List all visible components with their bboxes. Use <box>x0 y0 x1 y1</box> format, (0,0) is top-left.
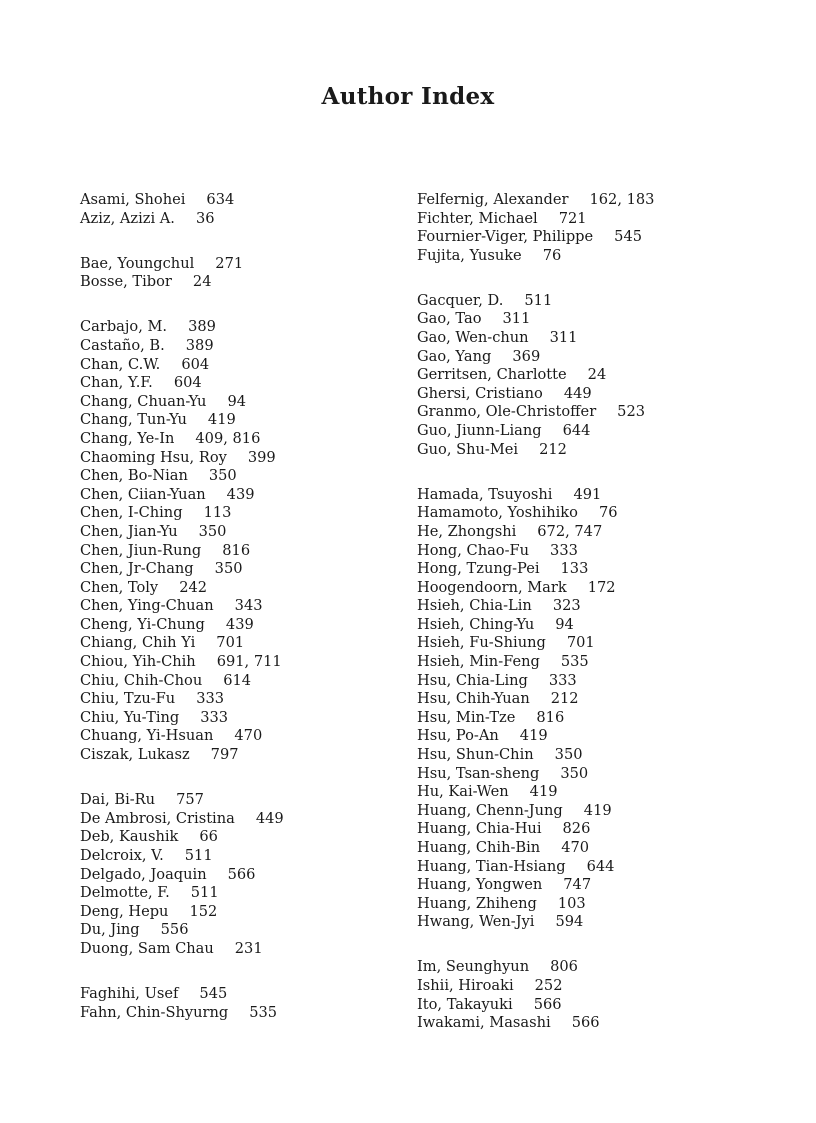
author-name: Im, Seunghyun <box>417 958 530 976</box>
page-numbers: 511 <box>184 846 213 864</box>
page-numbers: 350 <box>560 764 589 782</box>
author-name: Chuang, Yi-Hsuan <box>80 727 214 745</box>
author-name: Iwakami, Masashi <box>417 1014 551 1032</box>
author-name: Dai, Bi-Ru <box>80 791 156 809</box>
author-name: Chiou, Yih-Chih <box>80 653 196 671</box>
author-name: Huang, Zhiheng <box>417 894 537 912</box>
page-numbers: 545 <box>614 228 643 246</box>
index-entry <box>417 958 777 977</box>
page-numbers: 212 <box>550 690 579 708</box>
page-numbers: 826 <box>562 820 591 838</box>
page-numbers: 24 <box>192 273 212 291</box>
page-numbers: 511 <box>524 291 553 309</box>
page-numbers: 350 <box>208 467 237 485</box>
index-entry <box>417 247 777 266</box>
author-name: Chen, Jiun-Rung <box>80 541 202 559</box>
index-entry <box>80 393 400 412</box>
index-entry <box>417 709 777 728</box>
page-numbers: 470 <box>561 839 590 856</box>
index-entry <box>80 374 400 393</box>
page-numbers: 311 <box>502 310 531 328</box>
page-numbers: 350 <box>554 746 583 764</box>
author-name: Carbajo, M. <box>80 318 168 336</box>
index-entry <box>80 318 400 337</box>
author-name: Hsu, Shun-Chin <box>417 746 534 764</box>
index-letter-group <box>80 791 400 958</box>
author-name: Castaño, B. <box>80 336 165 354</box>
author-name: Hu, Kai-Wen <box>417 783 509 801</box>
page-numbers: 409, 816 <box>195 429 261 447</box>
author-name: Guo, Shu-Mei <box>417 440 519 458</box>
index-entry <box>80 597 400 616</box>
author-name: Bosse, Tibor <box>80 273 172 291</box>
author-name: Hsu, Tsan-sheng <box>417 764 540 782</box>
page-numbers: 133 <box>560 560 589 578</box>
author-name: Hsieh, Fu-Shiung <box>417 634 546 652</box>
page-numbers: 816 <box>536 708 565 726</box>
page-numbers: 604 <box>173 374 202 392</box>
index-entry <box>80 191 400 210</box>
page-numbers: 419 <box>529 783 558 801</box>
author-name: Hsieh, Ching-Yu <box>417 615 535 633</box>
index-entry <box>417 579 777 598</box>
author-name: Felfernig, Alexander <box>417 191 569 208</box>
author-name: Gacquer, D. <box>417 291 504 309</box>
index-entry <box>417 597 777 616</box>
index-entry <box>80 255 400 274</box>
index-entry <box>417 839 777 858</box>
page-numbers: 439 <box>225 615 254 633</box>
author-name: Faghihi, Usef <box>80 984 179 1002</box>
index-entry <box>80 542 400 561</box>
author-name: Chang, Ye-In <box>80 429 175 447</box>
index-entry <box>80 690 400 709</box>
author-name: Gerritsen, Charlotte <box>417 366 567 384</box>
author-name: Gao, Tao <box>417 310 482 328</box>
page-numbers: 66 <box>199 828 218 846</box>
index-entry <box>80 828 400 847</box>
index-entry <box>80 940 400 959</box>
index-entry <box>80 411 400 430</box>
page-numbers: 511 <box>190 884 219 902</box>
page-numbers: 399 <box>247 448 276 466</box>
author-name: Aziz, Azizi A. <box>80 209 175 227</box>
index-entry <box>80 467 400 486</box>
author-name: Chaoming Hsu, Roy <box>80 448 227 466</box>
index-entry <box>417 542 777 561</box>
index-entry <box>417 820 777 839</box>
author-name: Delcroix, V. <box>80 846 164 864</box>
index-entry <box>417 329 777 348</box>
page-numbers: 797 <box>210 746 239 764</box>
author-name: Hamada, Tsuyoshi <box>417 485 553 503</box>
author-name: Gao, Yang <box>417 347 492 365</box>
page-numbers: 343 <box>234 597 263 615</box>
index-entry <box>80 273 400 292</box>
page-numbers: 491 <box>573 485 602 503</box>
author-name: Deng, Hepu <box>80 902 169 920</box>
index-entry <box>417 560 777 579</box>
author-name: Hsieh, Chia-Lin <box>417 597 532 615</box>
page-numbers: 350 <box>198 522 227 540</box>
index-entry <box>80 921 400 940</box>
index-entry <box>417 977 777 996</box>
page-numbers: 691, 711 <box>216 653 282 671</box>
page-numbers: 333 <box>200 708 229 726</box>
index-entry <box>417 727 777 746</box>
page-numbers: 672, 747 <box>537 522 603 540</box>
page-numbers: 94 <box>555 615 574 633</box>
page-numbers: 523 <box>617 403 646 421</box>
author-name: Deb, Kaushik <box>80 828 179 846</box>
author-name: Chiang, Chih Yi <box>80 634 196 652</box>
author-name: Chen, Ying-Chuan <box>80 597 214 615</box>
index-entry <box>417 228 777 247</box>
index-entry <box>417 802 777 821</box>
index-entry <box>417 210 777 229</box>
index-entry <box>80 560 400 579</box>
index-entry <box>80 356 400 375</box>
author-name: Chan, Y.F. <box>80 374 153 392</box>
page-numbers: 816 <box>222 541 251 559</box>
author-name: Ciszak, Lukasz <box>80 746 190 764</box>
page-numbers: 449 <box>255 809 284 827</box>
page-numbers: 419 <box>583 801 612 819</box>
index-letter-group <box>417 191 777 265</box>
index-entry <box>80 884 400 903</box>
author-name: Fournier-Viger, Philippe <box>417 228 594 246</box>
page-numbers: 721 <box>558 209 587 227</box>
page-numbers: 152 <box>189 902 218 920</box>
author-name: Gao, Wen-chun <box>417 329 529 347</box>
index-entry <box>80 791 400 810</box>
index-entry <box>417 385 777 404</box>
author-name: Du, Jing <box>80 921 140 939</box>
index-entry <box>417 310 777 329</box>
page-numbers: 614 <box>223 671 252 689</box>
index-entry <box>417 191 777 210</box>
index-entry <box>80 523 400 542</box>
author-name: Huang, Yongwen <box>417 876 543 894</box>
page-numbers: 535 <box>560 653 589 671</box>
author-name: Hwang, Wen-Jyi <box>417 913 535 931</box>
index-entry <box>80 672 400 691</box>
author-name: Ito, Takayuki <box>417 995 513 1013</box>
index-letter-group <box>417 486 777 932</box>
page-numbers: 449 <box>563 384 592 402</box>
index-entry <box>417 348 777 367</box>
page-numbers: 113 <box>203 504 232 522</box>
page-numbers: 369 <box>512 347 541 365</box>
index-entry <box>417 765 777 784</box>
page-numbers: 162, 183 <box>589 191 655 208</box>
author-name: Chen, Bo-Nian <box>80 467 188 485</box>
index-entry <box>417 403 777 422</box>
page-numbers: 604 <box>181 355 210 373</box>
author-name: Asami, Shohei <box>80 191 186 208</box>
index-entry <box>417 690 777 709</box>
index-letter-group <box>417 292 777 459</box>
index-letter-group <box>80 318 400 764</box>
index-entry <box>80 810 400 829</box>
index-entry <box>417 486 777 505</box>
author-name: Chiu, Yu-Ting <box>80 708 180 726</box>
index-letter-group <box>80 985 400 1022</box>
index-entry <box>80 337 400 356</box>
author-name: Chen, I-Ching <box>80 504 183 522</box>
index-entry <box>417 876 777 895</box>
index-entry <box>80 866 400 885</box>
page-numbers: 36 <box>195 209 215 227</box>
index-entry <box>80 634 400 653</box>
author-name: Hsu, Chih-Yuan <box>417 690 530 708</box>
index-entry <box>80 430 400 449</box>
page-numbers: 311 <box>549 329 578 347</box>
index-letter-group <box>80 191 400 228</box>
author-name: Hong, Tzung-Pei <box>417 560 540 578</box>
page-numbers: 439 <box>226 485 255 503</box>
index-entry <box>417 1014 777 1033</box>
page-numbers: 252 <box>534 977 563 995</box>
page-numbers: 103 <box>557 894 586 912</box>
author-name: Cheng, Yi-Chung <box>80 615 205 633</box>
index-entry <box>80 579 400 598</box>
author-name: Fujita, Yusuke <box>417 246 522 264</box>
page-numbers: 594 <box>555 913 584 931</box>
author-name: Delmotte, F. <box>80 884 170 902</box>
author-name: Delgado, Joaquin <box>80 865 207 883</box>
index-entry <box>80 746 400 765</box>
author-name: Fichter, Michael <box>417 209 538 227</box>
page-numbers: 545 <box>199 984 228 1002</box>
page-numbers: 634 <box>206 191 235 208</box>
index-entry <box>417 672 777 691</box>
index-entry <box>417 616 777 635</box>
index-entry <box>80 1004 400 1023</box>
page-numbers: 644 <box>586 857 615 875</box>
index-entry <box>417 634 777 653</box>
page-numbers: 701 <box>566 634 595 652</box>
index-entry <box>417 422 777 441</box>
page-numbers: 76 <box>542 246 562 264</box>
author-name: Bae, Youngchul <box>80 254 195 272</box>
page-numbers: 535 <box>249 1003 278 1021</box>
author-name: Hong, Chao-Fu <box>417 541 530 559</box>
author-name: Hsu, Po-An <box>417 727 499 745</box>
index-column-right <box>417 191 777 1059</box>
index-entry <box>80 486 400 505</box>
page-numbers: 172 <box>587 578 616 596</box>
page-numbers: 701 <box>216 634 245 652</box>
index-column-left <box>80 191 400 1049</box>
index-entry <box>417 996 777 1015</box>
index-entry <box>417 441 777 460</box>
index-entry <box>80 709 400 728</box>
page-numbers: 76 <box>598 504 618 522</box>
author-name: Chang, Tun-Yu <box>80 411 187 429</box>
author-name: Huang, Chenn-Jung <box>417 801 563 819</box>
author-name: Huang, Chih-Bin <box>417 839 541 856</box>
index-entry <box>80 653 400 672</box>
index-entry <box>80 616 400 635</box>
author-name: Hsu, Min-Tze <box>417 708 516 726</box>
index-entry <box>80 449 400 468</box>
author-name: Chen, Ciian-Yuan <box>80 485 206 503</box>
index-entry <box>417 913 777 932</box>
page-numbers: 757 <box>176 791 204 809</box>
page-numbers: 566 <box>571 1014 600 1032</box>
page-numbers: 747 <box>563 876 592 894</box>
author-name: Hsu, Chia-Ling <box>417 671 528 689</box>
author-name: Chen, Toly <box>80 578 159 596</box>
index-entry <box>417 783 777 802</box>
author-name: Chan, C.W. <box>80 355 161 373</box>
author-name: Guo, Jiunn-Liang <box>417 422 542 440</box>
page-numbers: 556 <box>160 921 189 939</box>
page-numbers: 323 <box>552 597 581 615</box>
index-entry <box>417 504 777 523</box>
author-name: Duong, Sam Chau <box>80 939 214 957</box>
page-numbers: 419 <box>519 727 548 745</box>
page-numbers: 470 <box>234 727 263 745</box>
index-entry <box>80 903 400 922</box>
author-name: Hsieh, Min-Feng <box>417 653 540 671</box>
author-name: Chiu, Tzu-Fu <box>80 690 176 708</box>
index-entry <box>80 727 400 746</box>
author-name: Ishii, Hiroaki <box>417 977 514 995</box>
author-name: Hamamoto, Yoshihiko <box>417 504 578 522</box>
author-name: Chang, Chuan-Yu <box>80 392 207 410</box>
index-entry <box>417 746 777 765</box>
author-name: Chen, Jian-Yu <box>80 522 178 540</box>
author-name: Ghersi, Cristiano <box>417 384 543 402</box>
page-numbers: 94 <box>227 392 247 410</box>
page-numbers: 271 <box>215 254 244 272</box>
page-numbers: 333 <box>196 690 225 708</box>
page-title: Author Index <box>321 83 495 110</box>
index-entry <box>417 858 777 877</box>
page-numbers: 644 <box>562 422 591 440</box>
author-name: Chen, Jr-Chang <box>80 560 194 578</box>
index-entry <box>417 653 777 672</box>
author-name: Fahn, Chin-Shyurng <box>80 1003 229 1021</box>
index-letter-group <box>417 958 777 1032</box>
author-name: Huang, Tian-Hsiang <box>417 857 566 875</box>
page-numbers: 389 <box>185 336 214 354</box>
author-name: Granmo, Ole-Christoffer <box>417 403 597 421</box>
index-entry <box>417 292 777 311</box>
author-name: De Ambrosi, Cristina <box>80 809 235 827</box>
page-numbers: 350 <box>214 560 243 578</box>
author-name: Hoogendoorn, Mark <box>417 578 567 596</box>
page-numbers: 389 <box>188 318 216 336</box>
page-numbers: 566 <box>227 865 256 883</box>
index-entry <box>417 523 777 542</box>
page-numbers: 231 <box>234 939 263 957</box>
page-numbers: 24 <box>587 366 607 384</box>
page-numbers: 419 <box>207 411 236 429</box>
author-name: Chiu, Chih-Chou <box>80 671 203 689</box>
index-entry <box>80 504 400 523</box>
index-letter-group <box>80 255 400 292</box>
page-numbers: 566 <box>533 995 562 1013</box>
index-entry <box>80 985 400 1004</box>
author-name: He, Zhongshi <box>417 522 517 540</box>
page-numbers: 242 <box>179 578 208 596</box>
author-name: Huang, Chia-Hui <box>417 820 542 838</box>
page-numbers: 333 <box>550 541 578 559</box>
page-numbers: 806 <box>550 958 578 976</box>
index-entry <box>417 366 777 385</box>
index-entry <box>80 847 400 866</box>
index-entry <box>417 895 777 914</box>
index-entry <box>80 210 400 229</box>
page-numbers: 212 <box>539 440 567 458</box>
page-numbers: 333 <box>548 671 577 689</box>
